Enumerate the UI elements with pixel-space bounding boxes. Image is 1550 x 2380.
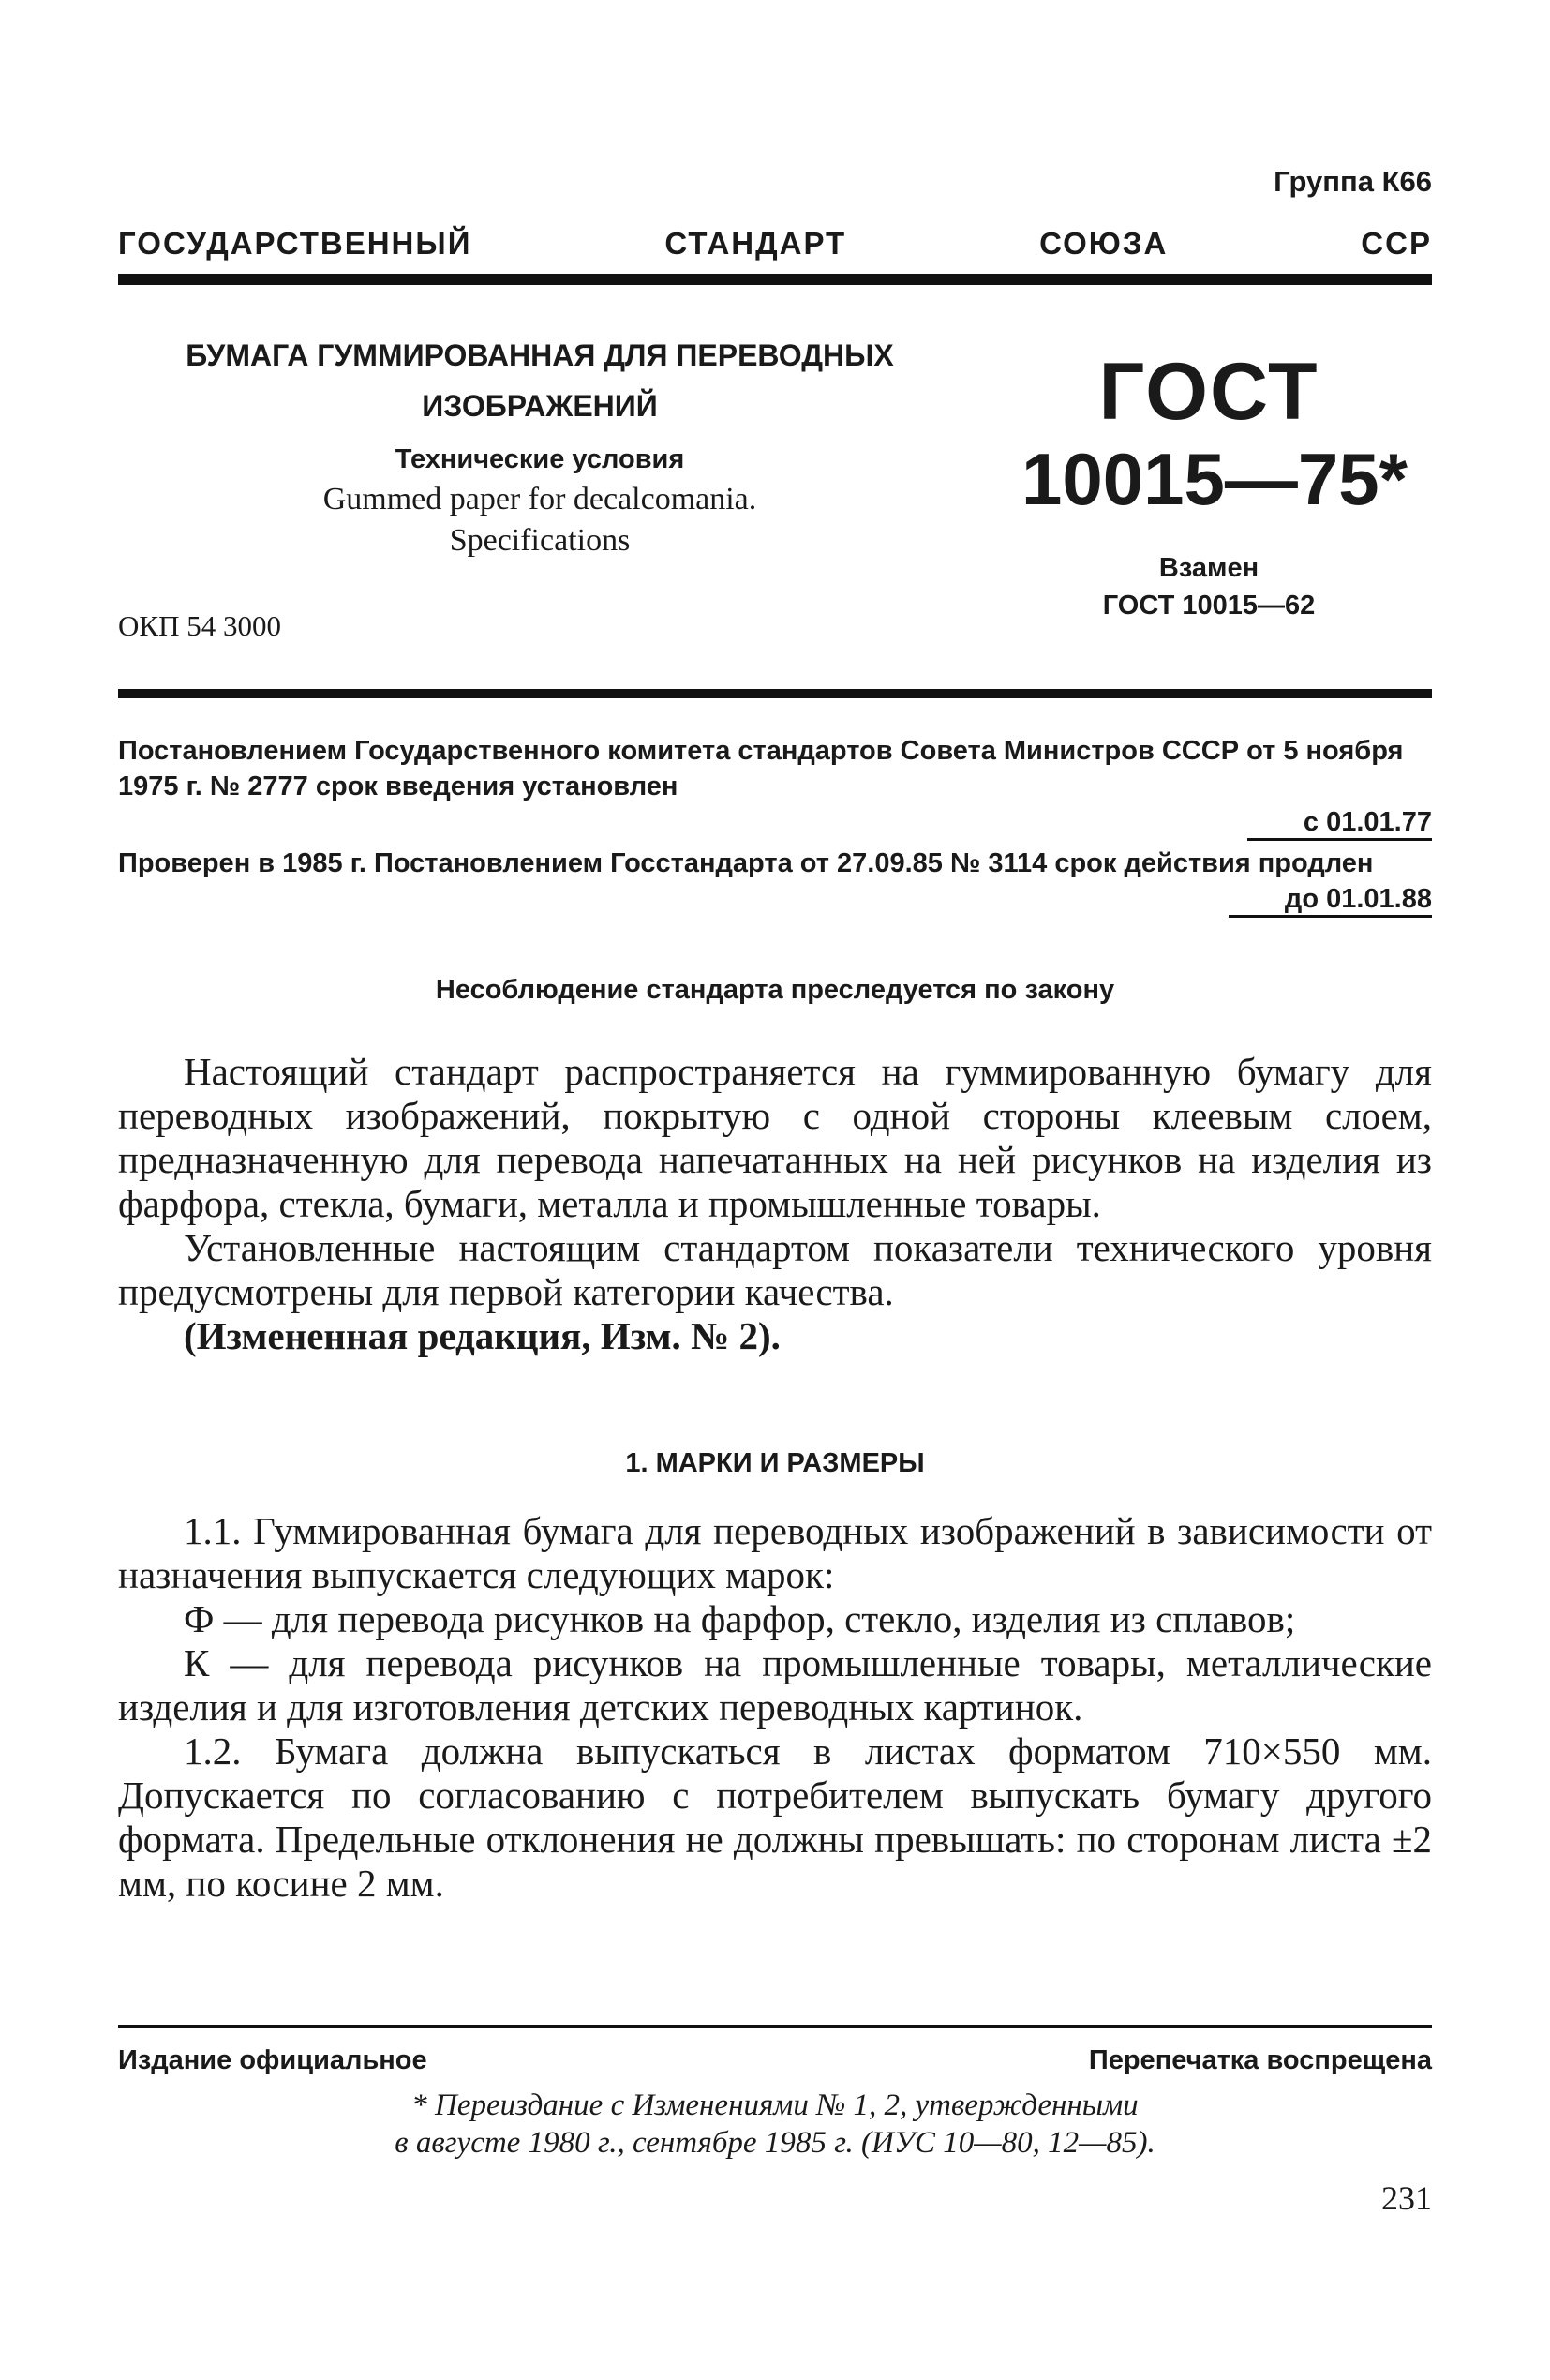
replaces-label: Взамен xyxy=(1158,553,1259,583)
document-title xyxy=(118,330,961,558)
footer-row xyxy=(118,2045,1432,2076)
gost-block xyxy=(1021,347,1408,523)
top-thick-rule xyxy=(118,274,1432,285)
amendment-note: (Измененная редакция, Изм. № 2). xyxy=(184,1314,781,1357)
middle-thick-rule xyxy=(118,689,1432,698)
official-edition: Издание официальное xyxy=(118,2045,427,2075)
decree-block xyxy=(118,733,1432,917)
title-line-1: БУМАГА ГУММИРОВАННАЯ ДЛЯ ПЕРЕВОДНЫХ xyxy=(186,338,894,372)
grade-k: К — для перевода рисунков на промышленные товары, металлические изделия и для изготовления детских переводных картинок. xyxy=(118,1641,1432,1729)
title-line-2: ИЗОБРАЖЕНИЙ xyxy=(422,389,658,423)
reissue-footnote xyxy=(118,2087,1432,2162)
grade-f: Ф — для перевода рисунков на фарфор, стекло, изделия из сплавов; xyxy=(184,1597,1296,1640)
reprint-prohibited: Перепечатка воспрещена xyxy=(1088,2045,1432,2075)
group-code: Группа К66 xyxy=(1274,165,1432,198)
english-title-2: Specifications xyxy=(449,523,631,558)
title-subtitle: Технические условия xyxy=(395,444,685,474)
replaces-value: ГОСТ 10015—62 xyxy=(1102,591,1316,621)
banner-word-3: СОЮЗА xyxy=(1039,226,1169,261)
intro-paragraph-2: Установленные настоящим стандартом показатели технического уровня предусмотрены для первой категории качества. xyxy=(118,1226,1432,1313)
page-number: 231 xyxy=(1381,2179,1432,2217)
banner-word-4: ССР xyxy=(1361,226,1432,261)
intro-section xyxy=(118,1050,1432,1358)
clause-1-1: 1.1. Гуммированная бумага для переводных изображений в зависимости от назначения выпускается следующих марок: xyxy=(118,1509,1432,1596)
legal-warning: Несоблюдение стандарта преследуется по закону xyxy=(435,975,1115,1005)
gost-label: ГОСТ xyxy=(1098,347,1319,437)
extended-date: до 01.01.88 xyxy=(1229,884,1432,918)
footnote-line-2: в августе 1980 г., сентябре 1985 г. (ИУС 10—80, 12—85). xyxy=(395,2126,1155,2160)
gost-number: 10015—75* xyxy=(1021,438,1408,520)
decree-text: Постановлением Государственного комитета стандартов Совета Министров СССР от 5 ноября 1975 г. № 2777 срок введения установлен xyxy=(118,736,1404,801)
footnote-line-1: * Переиздание с Изменениями № 1, 2, утвержденными xyxy=(411,2088,1139,2122)
intro-paragraph-1: Настоящий стандарт распространяется на гуммированную бумагу для переводных изображений, покрытую с одной стороны клеевым слоем, предназначенную для перевода напечатанных на ней рисунков на изделия из фарфора, стекла, бумаги, металла и промышленные товары. xyxy=(118,1050,1432,1225)
banner-word-2: СТАНДАРТ xyxy=(664,226,847,261)
banner-word-1: ГОСУДАРСТВЕННЫЙ xyxy=(118,226,472,261)
checked-text: Проверен в 1985 г. Постановлением Госстандарта от 27.09.85 № 3114 срок действия продлен xyxy=(118,848,1374,878)
replaces-block xyxy=(1068,549,1349,624)
section-1-body xyxy=(118,1509,1432,1906)
decree-date: с 01.01.77 xyxy=(1247,807,1432,841)
english-title-1: Gummed paper for decalcomania. xyxy=(322,482,757,516)
clause-1-2: 1.2. Бумага должна выпускаться в листах форматом 710×550 мм. Допускается по согласованию с потребителем выпускать бумагу другого формата. Предельные отклонения не должны превышать: по сторонам листа ±2 мм, по косине 2 мм. xyxy=(118,1729,1432,1905)
footer-rule xyxy=(118,2025,1432,2028)
okp-code: ОКП 54 3000 xyxy=(118,609,281,642)
section-heading: 1. МАРКИ И РАЗМЕРЫ xyxy=(625,1448,925,1478)
standard-banner xyxy=(118,226,1432,262)
